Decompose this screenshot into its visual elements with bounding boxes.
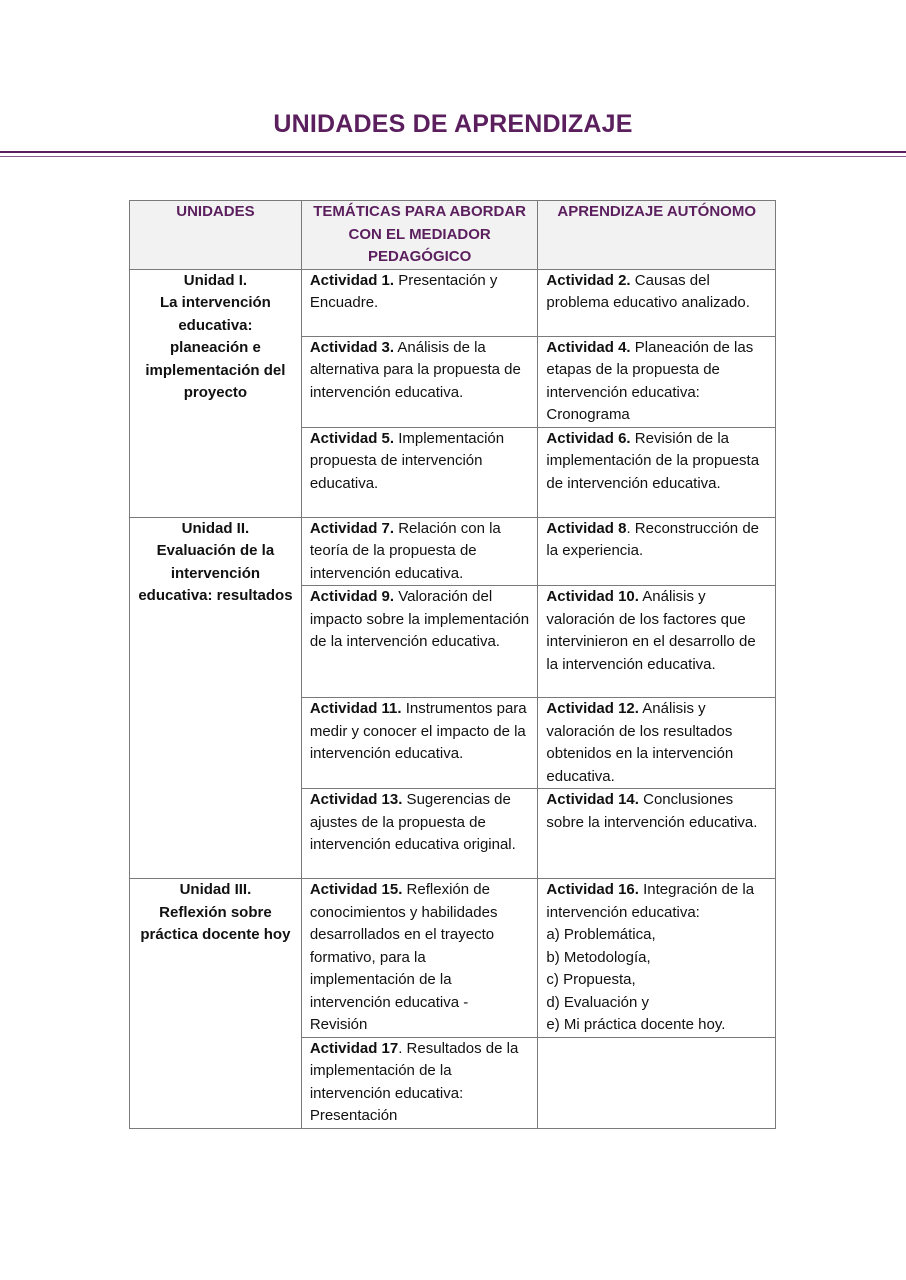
activity-cell: [538, 517, 776, 586]
unit-name: Reflexión sobre práctica docente hoy: [140, 903, 291, 943]
activity-cell: [538, 586, 776, 698]
activity-cell: [301, 427, 538, 517]
activity-title: Actividad 4.: [546, 338, 631, 356]
unit-cell: [130, 517, 302, 879]
activity-title: Actividad 7.: [309, 519, 395, 537]
activity-title: Actividad 11.: [309, 700, 402, 717]
activity-desc: Causas del problema educativo analizado.: [546, 271, 750, 311]
activity-cell: [301, 586, 538, 698]
activity-desc: Análisis de la alternativa para la propuesta de intervención educativa.: [309, 338, 521, 401]
activity-desc: Conclusiones sobre la intervención educativa.: [546, 791, 758, 831]
activity-title: Actividad 17: [309, 1039, 399, 1057]
activity-title: Actividad 16.: [546, 881, 639, 898]
activity-desc: . Resultados de la implementación de la intervención educativa: Presentación: [309, 1039, 519, 1124]
list-item: a) Problemática,: [546, 926, 656, 943]
title-divider: [0, 151, 906, 153]
activity-title: Actividad 6.: [546, 429, 631, 447]
activity-cell: [538, 879, 776, 1038]
title-divider-thin: [0, 156, 906, 157]
activity-cell: [538, 269, 776, 336]
header-topics: TEMÁTICAS PARA ABORDAR CON EL MEDIADOR PEDAGÓGICO: [301, 201, 538, 270]
activity-desc: Sugerencias de ajustes de la propuesta de intervención educativa original.: [309, 791, 516, 853]
activity-cell: [301, 517, 538, 586]
activity-cell: [301, 879, 538, 1038]
activity-cell: [301, 336, 538, 427]
list-item: d) Evaluación y: [546, 993, 649, 1011]
table-header-row: [130, 201, 776, 270]
activity-cell: [301, 1037, 538, 1128]
activity-title: Actividad 13.: [309, 791, 403, 808]
activity-desc: Planeación de las etapas de la propuesta de intervención educativa: Cronograma: [546, 338, 754, 423]
activity-desc: Implementación propuesta de intervención educativa.: [309, 429, 505, 492]
activity-desc: . Reconstrucción de la experiencia.: [546, 519, 760, 559]
activity-title: Actividad 3.: [309, 338, 395, 356]
table-row: [130, 879, 776, 1038]
unit-label: Unidad II.: [181, 519, 250, 537]
activity-title: Actividad 12.: [546, 700, 639, 717]
activity-cell: [538, 336, 776, 427]
unit-name: Evaluación de la intervención educativa: resultados: [138, 542, 293, 604]
table-row: [130, 517, 776, 586]
activity-cell: [301, 789, 538, 879]
units-table: [129, 200, 776, 1129]
unit-label: Unidad I.: [183, 271, 248, 289]
activity-desc: Valoración del impacto sobre la implementación de la intervención educativa.: [309, 588, 530, 650]
list-item: c) Propuesta,: [546, 971, 636, 988]
activity-desc: Presentación y Encuadre.: [309, 271, 498, 311]
unit-cell: [130, 269, 302, 517]
unit-name: La intervención educativa: planeación e implementación del proyecto: [145, 294, 286, 401]
activity-desc: Relación con la teoría de la propuesta de intervención educativa.: [309, 519, 501, 582]
activity-title: Actividad 9.: [309, 588, 395, 605]
activity-title: Actividad 8: [546, 519, 627, 537]
activity-desc: Instrumentos para medir y conocer el impacto de la intervención educativa.: [309, 700, 527, 762]
empty-cell: [538, 1037, 776, 1128]
activity-cell: [301, 698, 538, 789]
page-title: UNIDADES DE APRENDIZAJE: [273, 110, 633, 138]
activity-desc: Reflexión de conocimientos y habilidades desarrollados en el trayecto formativo, para la implementación de la intervención educativa - Revisión: [309, 881, 498, 1033]
table-row: [130, 269, 776, 336]
activity-desc: Integración de la intervención educativa:: [546, 881, 755, 921]
list-item: b) Metodología,: [546, 948, 651, 966]
activity-title: Actividad 5.: [309, 429, 395, 447]
unit-label: Unidad III.: [179, 881, 252, 898]
activity-desc: Análisis y valoración de los resultados obtenidos en la intervención educativa.: [546, 700, 734, 785]
activity-cell: [538, 698, 776, 789]
list-item: e) Mi práctica docente hoy.: [546, 1016, 726, 1033]
header-autonomous: APRENDIZAJE AUTÓNOMO: [538, 201, 776, 270]
unit-cell: [130, 879, 302, 1129]
activity-desc: Análisis y valoración de los factores que intervinieron en el desarrollo de la intervención educativa.: [546, 588, 756, 673]
activity-cell: [538, 789, 776, 879]
activity-desc: Revisión de la implementación de la propuesta de intervención educativa.: [546, 429, 760, 492]
activity-title: Actividad 15.: [309, 881, 403, 898]
activity-title: Actividad 10.: [546, 588, 639, 605]
activity-title: Actividad 14.: [546, 791, 639, 808]
activity-cell: [301, 269, 538, 336]
activity-title: Actividad 1.: [309, 271, 395, 289]
activity-title: Actividad 2.: [546, 271, 631, 289]
activity-cell: [538, 427, 776, 517]
header-units: UNIDADES: [130, 201, 302, 270]
